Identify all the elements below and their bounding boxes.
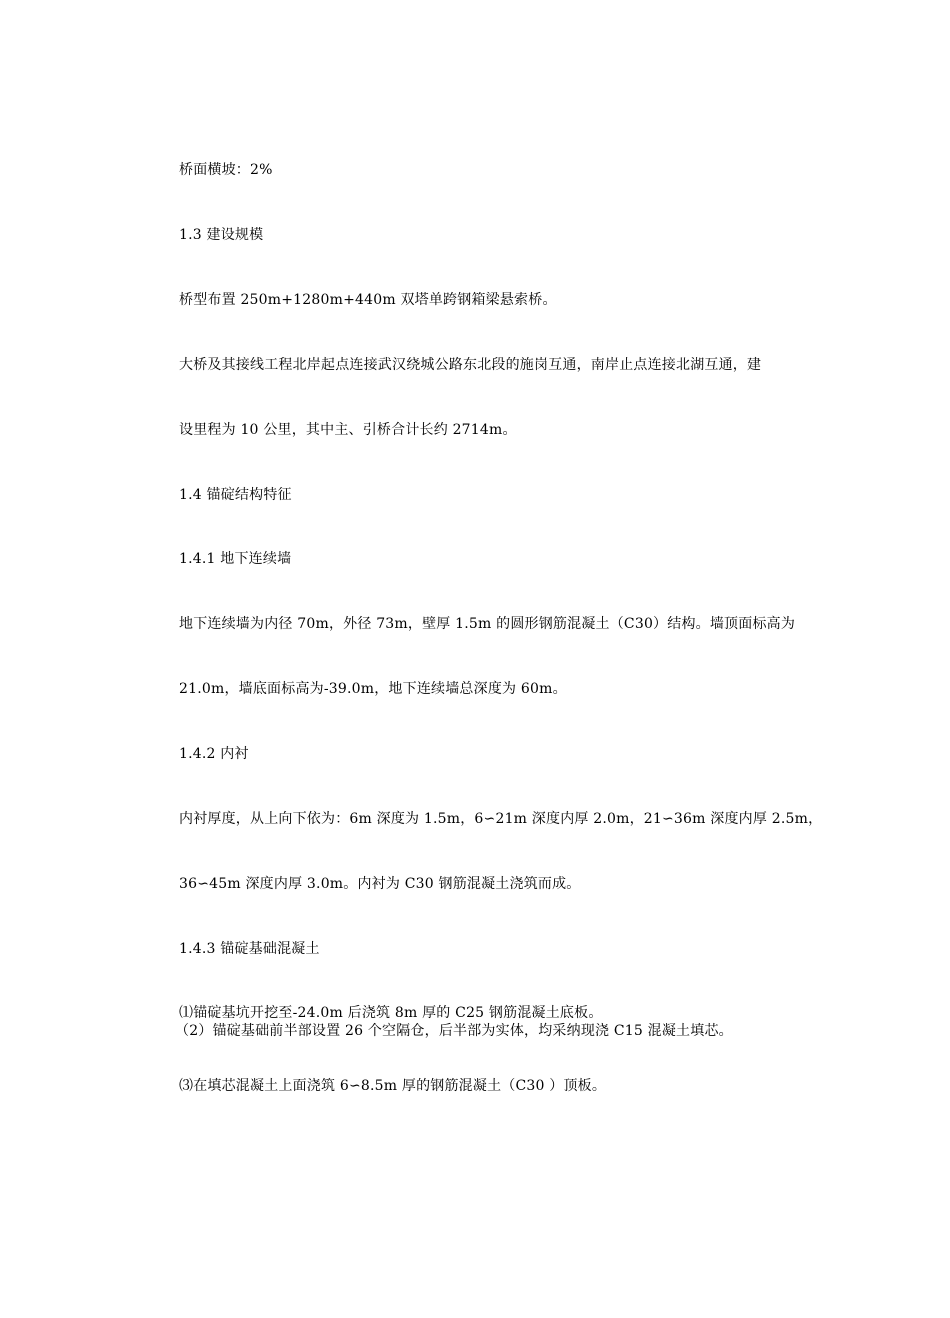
foundation-item-1: ⑴锚碇基坑开挖至-24.0m 后浇筑 8m 厚的 C25 钢筋混凝土底板。 [179,1005,603,1021]
project-scope-line-1: 大桥及其接线工程北岸起点连接武汉绕城公路东北段的施岗互通，南岸止点连接北湖互通，建 [179,357,762,373]
lining-line-1: 内衬厚度，从上向下依为：6m 深度为 1.5m，6∽21m 深度内厚 2.0m，21∽36m 深度内厚 2.5m， [179,811,823,827]
heading-1-4-3: 1.4.3 锚碇基础混凝土 [179,941,320,957]
foundation-item-3: ⑶在填芯混凝土上面浇筑 6∽8.5m 厚的钢筋混凝土（C30 ）顶板。 [179,1078,607,1094]
diaphragm-wall-line-1: 地下连续墙为内径 70m，外径 73m，壁厚 1.5m 的圆形钢筋混凝土（C30）结构。墙顶面标高为 [179,616,796,632]
diaphragm-wall-line-2: 21.0m，墙底面标高为-39.0m，地下连续墙总深度为 60m。 [179,681,567,697]
project-scope-line-2: 设里程为 10 公里，其中主、引桥合计长约 2714m。 [179,422,517,438]
heading-1-4-1: 1.4.1 地下连续墙 [179,551,292,567]
heading-1-4-2: 1.4.2 内衬 [179,746,249,762]
foundation-item-2: （2）锚碇基础前半部设置 26 个空隔仓，后半部为实体，均采纳现浇 C15 混凝土填芯。 [175,1023,733,1039]
heading-1-4: 1.4 锚碇结构特征 [179,487,292,503]
heading-1-3: 1.3 建设规模 [179,227,264,243]
bridge-layout-paragraph: 桥型布置 250m+1280m+440m 双塔单跨钢箱梁悬索桥。 [179,292,557,308]
lining-line-2: 36∽45m 深度内厚 3.0m。内衬为 C30 钢筋混凝土浇筑而成。 [179,876,581,892]
deck-cross-slope: 桥面横坡：2% [179,162,273,178]
